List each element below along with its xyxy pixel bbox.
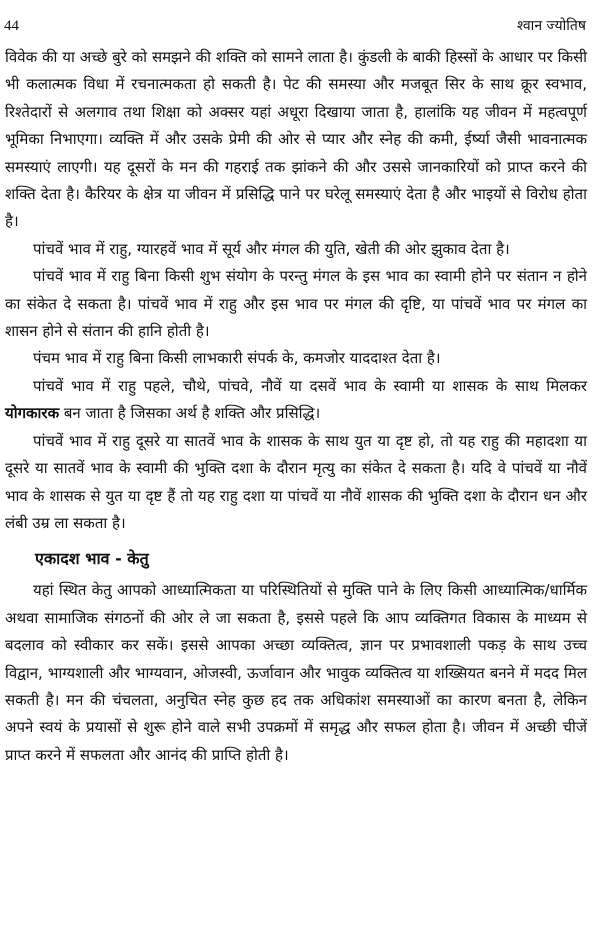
yogakaraka-keyword: योगकारक bbox=[5, 404, 60, 423]
body-paragraph: पांचवें भाव में राहु, ग्यारहवें भाव में सूर्य और मंगल की युति, खेती की ओर झुकाव देता है। bbox=[33, 239, 510, 258]
section-paragraph: यहां स्थित केतु आपको आध्यात्मिकता या परिस्थितियों से मुक्ति पाने के लिए किसी आध्यात्मिक/धार्मिक अथवा सामाजिक संगठनों की ओर ले जा सकता है, इससे पहले कि आप व्यक्तिगत विकास के माध्यम से बदलाव को स्वीकार कर सकें। इससे आपका अच्छा व्यक्तित्व, ज्ञान पर प्रभावशाली पकड़ के साथ उच्च विद्वान, भाग्यशाली और भाग्यवान, ओजस्वी, ऊर्जावान और भावुक व्यक्तित्व या शख्सियत बनने में मदद मिल सकती है। मन की चंचलता, अनुचित स्नेह कुछ हद तक अधिकांश समस्याओं का कारण बनता है, लेकिन अपने स्वयं के प्रयासों से शुरू होने वाले सभी उपक्रमों में समृद्ध और सफल होता है। जीवन में अच्छी चीजें प्राप्त करने में सफलता और आनंद की प्राप्ति होती है। bbox=[5, 581, 587, 764]
page-header bbox=[4, 14, 586, 38]
body-paragraph: पांचवें भाव में राहु दूसरे या सातवें भाव के शासक के साथ युत या दृष्ट हो, तो यह राहु की महादशा या दूसरे या सातवें भाव के स्वामी की भुक्ति दशा के दौरान मृत्यु का संकेत दे सकता है। यदि वे पांचवें या नौवें भाव के शासक से युत या दृष्ट हैं तो यह राहु दशा या पांचवें या नौवें शासक की भुक्ति दशा के दौरान धन और लंबी उम्र ला सकता है। bbox=[5, 431, 587, 532]
body-paragraph: विवेक की या अच्छे बुरे को समझने की शक्ति को सामने लाता है। कुंडली के बाकी हिस्सों के आधार पर किसी भी कलात्मक विधा में रचनात्मकता हो सकती है। पेट की समस्या और मजबूत सिर के साथ क्रूर स्वभाव, रिश्तेदारों से अलगाव तथा शिक्षा को अक्सर यहां अधूरा दिखाया जाता है, हालांकि यह जीवन में महत्वपूर्ण भूमिका निभाएगा। व्यक्ति में और उसके प्रेमी की ओर से प्यार और स्नेह की कमी, ईर्ष्या जैसी भावनात्मक समस्याएं लाएगी। यह दूसरों के मन की गहराई तक झांकने की और उससे जानकारियों को प्राप्त करने की शक्ति देता है। कैरियर के क्षेत्र या जीवन में प्रसिद्धि पाने पर घरेलू समस्याएं देता है और भाइयों से विरोध होता है। bbox=[5, 48, 587, 231]
body-paragraph: पांचवें भाव में राहु बिना किसी शुभ संयोग के परन्तु मंगल के इस भाव का स्वामी होने पर संतान न होने का संकेत दे सकता है। पांचवें भाव में राहु और इस भाव पर मंगल की दृष्टि, या पांचवें भाव पर मंगल का शासन होने से संतान की हानि होती है। bbox=[5, 267, 587, 341]
page-body bbox=[5, 44, 587, 769]
section-heading: एकादश भाव - केतु bbox=[35, 549, 149, 569]
page-number: 44 bbox=[4, 18, 19, 34]
running-title: श्वान ज्योतिष bbox=[516, 18, 586, 34]
body-paragraph-yogakaraka bbox=[5, 373, 587, 428]
paragraph-text-after: बन जाता है जिसका अर्थ है शक्ति और प्रसिद्धि। bbox=[59, 404, 321, 423]
body-paragraph: पंचम भाव में राहु बिना किसी लाभकारी संपर्क के, कमजोर याददाश्त देता है। bbox=[33, 349, 441, 368]
paragraph-text-before: पांचवें भाव में राहु पहले, चौथे, पांचवे, नौवें या दसवें भाव के स्वामी या शासक के साथ मिलकर bbox=[33, 376, 587, 395]
